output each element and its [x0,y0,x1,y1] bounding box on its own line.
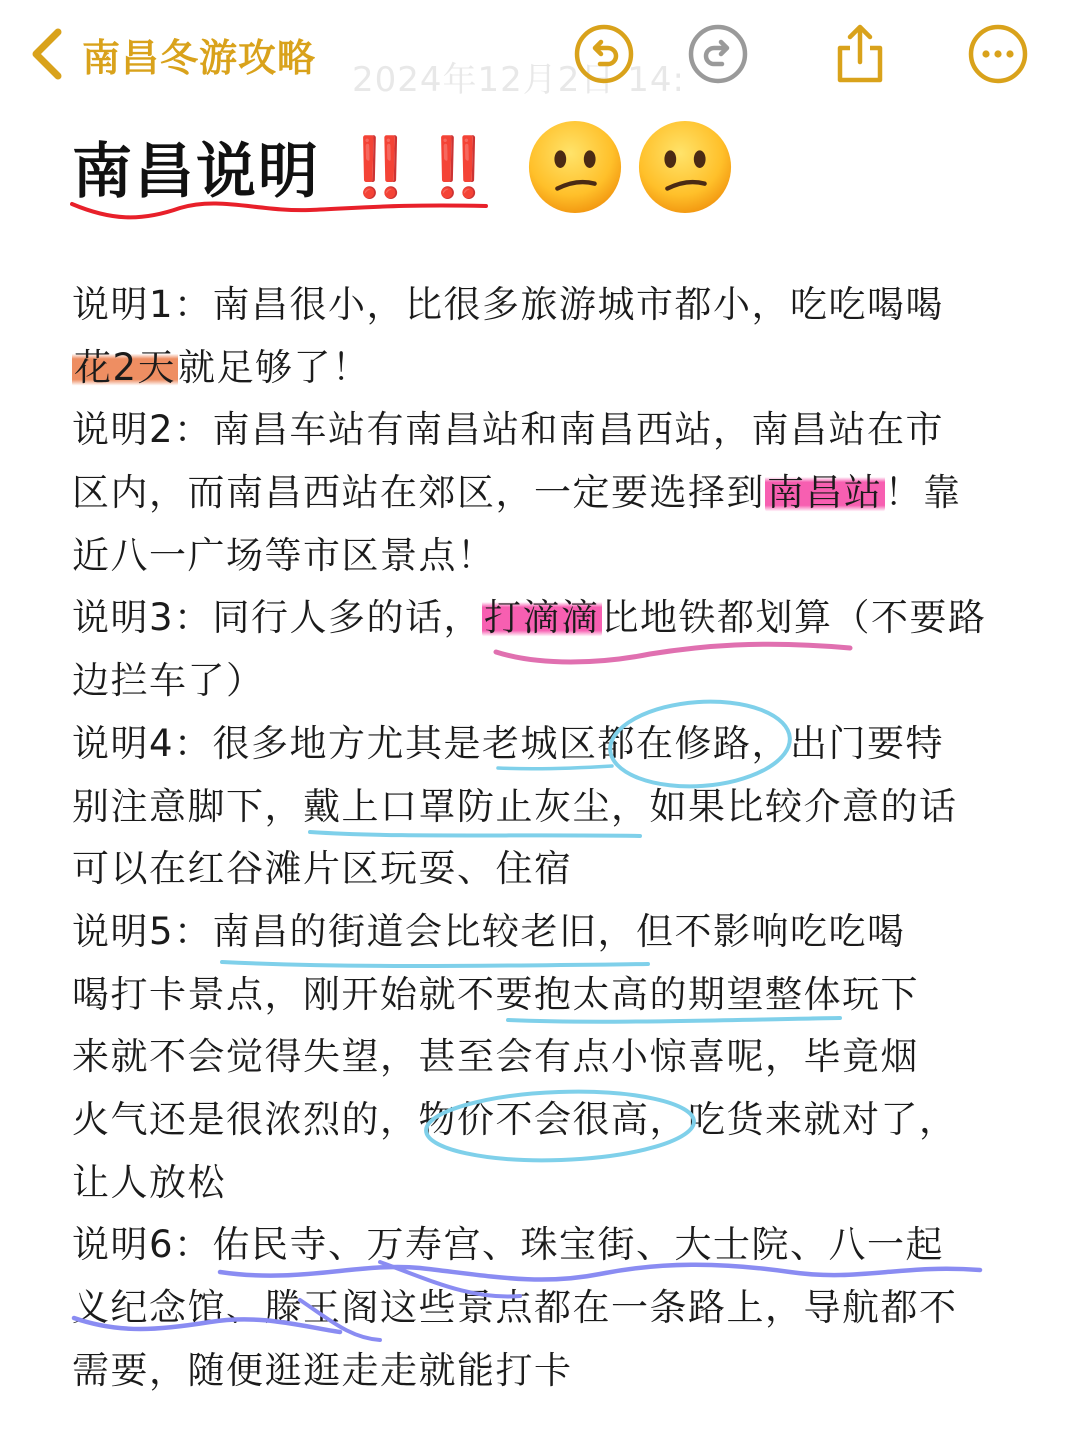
note-line: 让人放松 [72,1160,226,1204]
back-button[interactable] [28,22,316,86]
double-exclamation-icon: ‼️‼️ [344,132,501,201]
title-red-underline [70,190,490,230]
note-line: 近八一广场等市区景点！ [72,533,496,577]
note-line: 说明4：很多地方尤其是老城区都在修路，出门要特 [72,721,945,765]
note-line: 区内，而南昌西站在郊区，一定要选择到南昌站！靠 [72,471,962,515]
confused-face-icon [526,118,624,216]
share-button[interactable] [828,22,892,86]
note-line: 说明5：南昌的街道会比较老旧，但不影响吃吃喝 [72,909,906,953]
note-line: 说明1：南昌很小，比很多旅游城市都小，吃吃喝喝 [72,283,945,326]
confused-face-icon [636,118,734,216]
note-body [72,274,1032,1402]
note-line: 花2天就足够了！ [74,345,371,389]
share-icon [828,22,892,86]
note-line: 边拦车了） [72,659,265,703]
orange-highlight: 花2天 [74,345,177,389]
back-label: 南昌冬游攻略 [82,35,317,80]
more-button[interactable] [966,22,1030,86]
note-line: 需要，随便逛逛走走就能打卡 [72,1348,573,1392]
note-line: 说明2：南昌车站有南昌站和南昌西站，南昌站在市 [72,408,945,452]
undo-button[interactable] [572,22,636,86]
top-toolbar [0,0,1080,110]
note-title: 南昌说明 [72,137,320,207]
note-line: 来就不会觉得失望，甚至会有点小惊喜呢，毕竟烟 [72,1035,919,1079]
note-line: 别注意脚下，戴上口罩防止灰尘，如果比较介意的话 [72,784,958,828]
note-line: 说明3：同行人多的话，打滴滴比地铁都划算（不要路 [72,596,987,640]
redo-icon [686,22,750,86]
note-line: 可以在红谷滩片区玩耍、住宿 [72,847,573,891]
chevron-left-icon [28,26,68,82]
redo-button[interactable] [686,22,750,86]
note-line: 火气还是很浓烈的，物价不会很高，吃货来就对了， [72,1097,958,1141]
note-line: 喝打卡景点，刚开始就不要抱太高的期望整体玩下 [72,972,919,1016]
pink-highlight: 南昌站 [767,471,883,515]
note-date: 2024年12月2日 14: [352,60,685,100]
note-line: 说明6：佑民寺、万寿宫、珠宝街、大士院、八一起 [72,1223,945,1267]
more-icon [966,22,1030,86]
pink-highlight: 打滴滴 [484,596,600,640]
undo-icon [572,22,636,86]
note-line: 义纪念馆、滕王阁这些景点都在一条路上，导航都不 [72,1286,958,1329]
